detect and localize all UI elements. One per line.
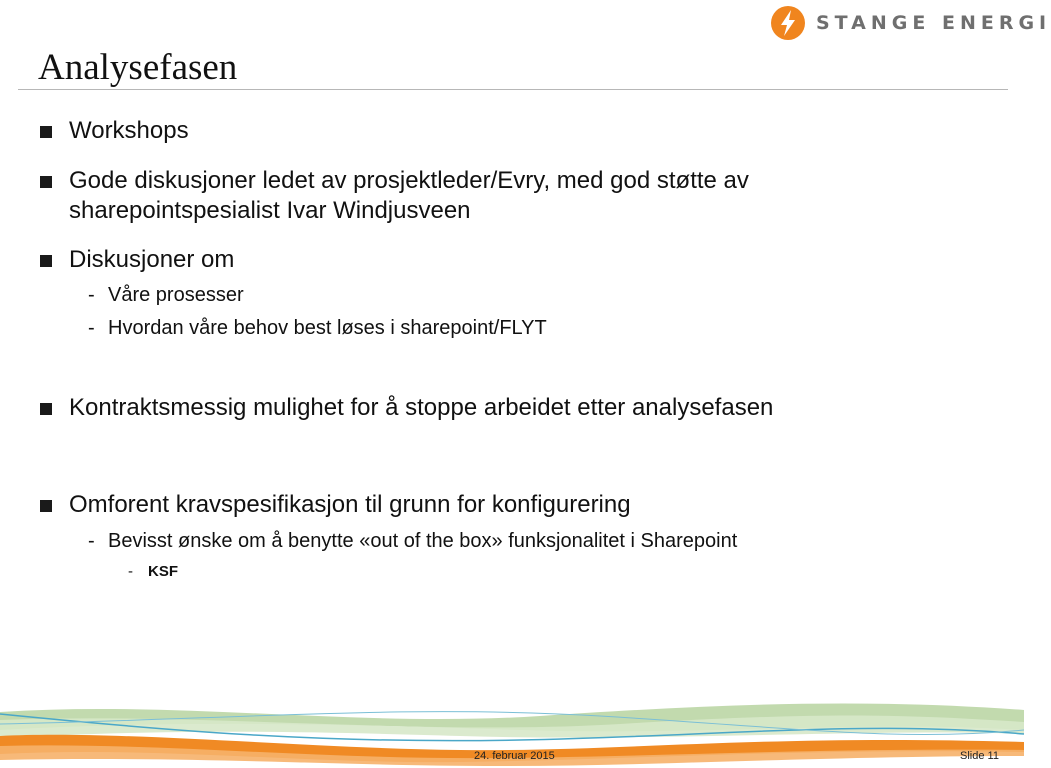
sub-bullet-text: Bevisst ønske om å benytte «out of the box» funksjonalitet i Sharepoint [108, 530, 738, 552]
bullet-item [40, 166, 860, 226]
slide-title: Analysefasen [38, 47, 238, 88]
brand-name: STANGE ENERGI [816, 12, 1051, 34]
bullet-text: Workshops [69, 117, 189, 144]
bullet-text [69, 166, 749, 226]
square-bullet-icon [40, 500, 52, 512]
bullet-item [40, 393, 860, 423]
sub-bullet-item [88, 282, 244, 308]
sub-bullet-text: Våre prosesser [108, 284, 244, 306]
dash-bullet-icon: - [88, 284, 95, 306]
bullet-item [40, 116, 860, 146]
bullet-text: Omforent kravspesifikasjon til grunn for konfigurering [69, 491, 631, 518]
sub-bullet-item [88, 528, 737, 554]
dash-bullet-icon: - [128, 563, 133, 580]
square-bullet-icon [40, 255, 52, 267]
sub-bullet-text: Hvordan våre behov best løses i sharepoint/FLYT [108, 317, 547, 339]
slide-number: Slide 11 [960, 750, 999, 762]
sub-bullet-item [88, 315, 547, 341]
footer-date: 24. februar 2015 [474, 750, 555, 762]
bullet-text-line: sharepointspesialist Ivar Windjusveen [69, 197, 471, 224]
square-bullet-icon [40, 403, 52, 415]
bullet-item [40, 245, 860, 275]
square-bullet-icon [40, 176, 52, 188]
dash-bullet-icon: - [88, 317, 95, 339]
bullet-item [40, 490, 860, 520]
bullet-text-line: Gode diskusjoner ledet av prosjektleder/Evry, med god støtte av [69, 167, 749, 194]
bullet-text: Diskusjoner om [69, 246, 235, 273]
bullet-text: Kontraktsmessig mulighet for å stoppe arbeidet etter analysefasen [69, 394, 774, 421]
sub-sub-bullet-text: KSF [148, 563, 178, 580]
square-bullet-icon [40, 126, 52, 138]
sub-sub-bullet-item [128, 562, 178, 582]
dash-bullet-icon: - [88, 530, 95, 552]
